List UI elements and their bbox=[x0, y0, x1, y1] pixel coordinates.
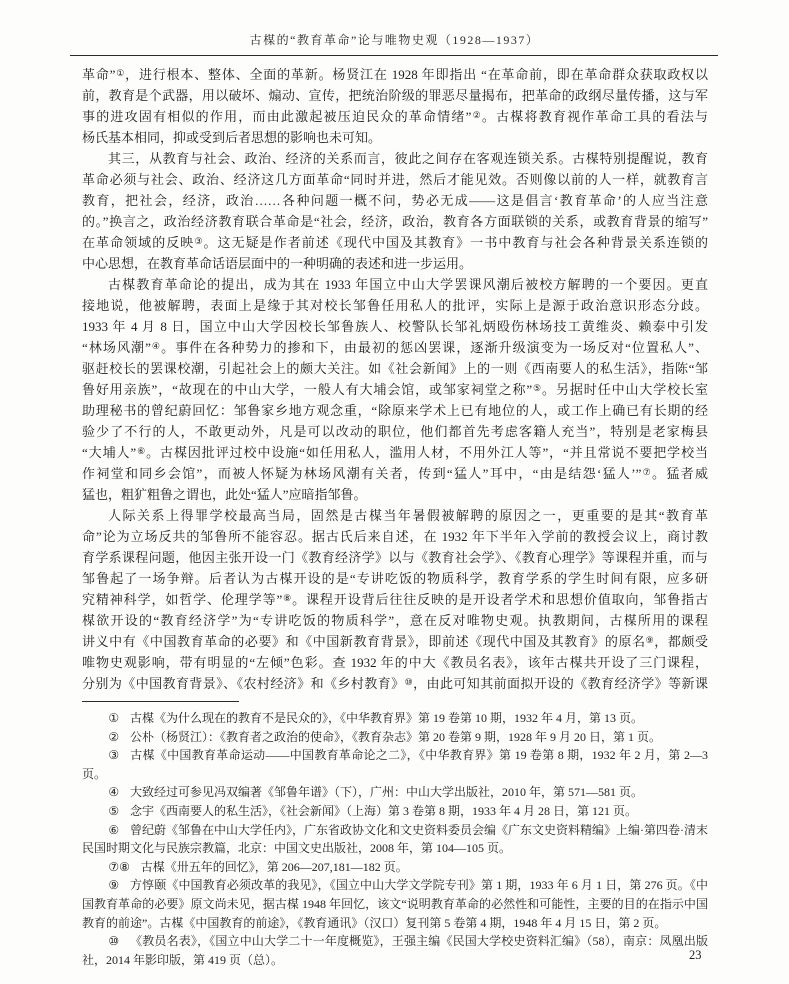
running-header-title: 古楳的“教育革命”论与唯物史观（1928—1937） bbox=[249, 33, 540, 47]
footnote-ref: ⑧ bbox=[282, 593, 293, 603]
footnote-item bbox=[82, 821, 708, 858]
footnote-ref: ⑤ bbox=[532, 383, 543, 393]
footnote-ref: ② bbox=[471, 110, 482, 120]
footnote-item bbox=[82, 783, 708, 802]
body-line: 邹鲁起了一场争辩。后者认为古楳开设的是“专讲吃饭的物质科学，教育学系的学生时间有限，应多研 bbox=[82, 571, 708, 586]
body-line: 究精神科学，如哲学、伦理学等”⑧。课程开设背后往往反映的是开设者学术和思想价值取向，邹鲁指古 bbox=[82, 592, 708, 607]
body-line: 育学系课程问题，他因主张开设一门《教育经济学》以与《教育社会学》、《教育心理学》等课程并重，而与 bbox=[82, 550, 708, 565]
body-line: 在革命领域的反映③。这无疑是作者前述《现代中国及其教育》一书中教育与社会各种背景关系连锁的 bbox=[82, 235, 708, 250]
footnote-item bbox=[82, 802, 708, 821]
footnote-ref: ⑦ bbox=[641, 467, 653, 477]
footnote-item bbox=[82, 709, 708, 728]
body-line: 助理秘书的曾纪蔚回忆：邹鲁家乡地方观念重，“除原来学术上已有地位的人，或工作上确已有长期的经 bbox=[82, 403, 708, 418]
footnote-item bbox=[82, 858, 708, 877]
body-line: 的。”换言之，政治经济教育联合革命是“社会，经济，政治，教育各方面联锁的关系，或教育背景的缩写” bbox=[82, 214, 708, 229]
footnote-ref: ③ bbox=[194, 236, 204, 246]
body-line: 事的进攻固有相似的作用，而由此激起被压迫民众的革命情绪”②。古楳将教育视作革命工具的看法与 bbox=[82, 109, 708, 124]
footnote-marker: ⑤ bbox=[108, 803, 120, 818]
body-line: 作祠堂和同乡会馆”，而被人怀疑为林场风潮有关者，传到“猛人”耳中，“由是结怨‘猛人’”⑦。猛者威 bbox=[82, 466, 708, 481]
body-line: 驱赶校长的罢课校潮，引起社会上的颇大关注。如《社会新闻》上的一则《西南要人的私生活》，指陈“邹 bbox=[82, 361, 708, 376]
footnote-text: 古楳《为什么现在的教育不是民众的》，《中华教育界》第 19 卷第 10 期，1932 年 4 月，第 13 页。 bbox=[129, 711, 643, 725]
footnote-text: 念宇《西南要人的私生活》，《社会新闻》（上海）第 3 卷第 8 期，1933 年 4 月 28 日，第 121 页。 bbox=[129, 803, 637, 818]
body-line: 接地说，他被解聘，表面上是缘于其对校长邹鲁任用私人的批评，实际上是源于政治意识形态分歧。 bbox=[82, 298, 708, 313]
footnote-ref: ⑨ bbox=[645, 635, 655, 645]
footnote-text: 古楳《中国教育革命运动——中国教育革命论之二》，《中华教育界》第 19 卷第 8 期，1932 年 2 月，第 2—3 页。 bbox=[82, 748, 708, 781]
footnote-marker: ① bbox=[108, 711, 120, 725]
body-line: 鲁好用亲族”，“故现在的中山大学，一般人有大埔会馆，或邹家祠堂之称”⑤。另据时任中山大学校长室 bbox=[82, 382, 708, 397]
body-line: 人际关系上得罪学校最高当局，固然是古楳当年暑假被解聘的原因之一，更重要的是其“教育革 bbox=[108, 508, 708, 523]
footnote-text: 曾纪蔚《邹鲁在中山大学任内》，广东省政协文化和文史资料委员会编《广东文史资料精编》上编·第四卷·清末民国时期文化与民族宗教篇，北京：中国文史出版社，2008 年，第 104—105 页。 bbox=[82, 822, 708, 856]
body-line: 革命必须与社会、政治、经济这几方面革命“同时并进，然后才能见效。否则像以前的人一样，就教育言 bbox=[82, 172, 708, 187]
footnote-marker: ④ bbox=[108, 785, 120, 800]
body-line: 分别为《中国教育背景》、《农村经济》和《乡村教育》⑩，由此可知其前面拟开设的《教育经济学》等新课 bbox=[82, 676, 708, 691]
body-line: 前，教育是个武器，用以破坏、煽动、宣传，把统治阶级的罪恶尽量揭布，把革命的政纲尽量传播，这与军 bbox=[82, 88, 708, 103]
footnote-ref: ④ bbox=[150, 341, 162, 351]
body-line: “大埔人”⑥。古楳因批评过校中设施“如任用私人，滥用人材，不用外江人等”，“并且常说不要把学校当 bbox=[82, 445, 709, 460]
footnote-ref: ⑥ bbox=[136, 446, 147, 456]
body-line: 验少了不行的人，不敢更动外，凡是可以改动的职位，他们都首先考虑客籍人充当”，特别是老家梅县 bbox=[82, 424, 708, 439]
footnote-ref: ⑩ bbox=[404, 677, 414, 687]
footnote-item bbox=[82, 746, 708, 783]
article-body bbox=[82, 64, 708, 694]
body-line: “林场风潮”④。事件在各种势力的掺和下，由最初的惩凶罢课，逐渐升级演变为一场反对“位置私人”、 bbox=[82, 340, 709, 355]
footnote-ref: ① bbox=[115, 68, 126, 78]
footnote-text: 大致经过可参见冯双编著《邹鲁年谱》（下），广州：中山大学出版社，2010 年，第 571—581 页。 bbox=[129, 785, 643, 800]
footnote-item bbox=[82, 876, 708, 932]
body-line: 命”论为立场反共的邹鲁所不能容忍。据古氏后来自述，在 1932 年下半年入学前的教授会议上，商讨教 bbox=[82, 529, 708, 544]
footnote-item bbox=[82, 932, 708, 969]
body-line: 革命”①，进行根本、整体、全面的革新。杨贤江在 1928 年即指出 “在革命前，即在革命群众获取政权以 bbox=[82, 67, 708, 82]
body-line: 1933 年 4 月 8 日，国立中山大学因校长邹鲁族人、校警队长邹礼炳殴伤林场技工黄维炎、赖泰中引发 bbox=[82, 319, 708, 334]
footnote-separator bbox=[82, 701, 239, 702]
page-number: 23 bbox=[689, 948, 702, 962]
footnote-text: 《教员名表》，《国立中山大学二十一年度概览》，王强主编《民国大学校史资料汇编》（58），南京：凤凰出版社，2014 年影印版，第 419 页（总）。 bbox=[82, 934, 708, 967]
footnotes bbox=[82, 709, 708, 969]
body-line: 其三，从教育与社会、政治、经济的关系而言，彼此之间存在客观连锁关系。古楳特别提醒说，教育 bbox=[108, 151, 708, 166]
footnote-marker: ③ bbox=[108, 748, 120, 763]
body-line: 猛也，粗犷粗鲁之谓也，此处“猛人”应暗指邹鲁。 bbox=[82, 487, 367, 502]
body-line: 讲义中有《中国教育革命的必要》和《中国新教育背景》，即前述《现代中国及其教育》的原名⑨，都颇受 bbox=[82, 634, 708, 649]
footnote-item bbox=[82, 728, 708, 747]
body-line: 教育，把社会，经济，政治……各种问题一概不问，势必无成——这是倡言‘教育革命’的人应当注意 bbox=[82, 193, 708, 208]
footnote-text: 古楳《卅五年的回忆》，第 206—207,181—182 页。 bbox=[140, 859, 408, 874]
footnote-marker: ⑦⑧ bbox=[108, 859, 130, 874]
header-rule bbox=[70, 55, 718, 56]
footnote-marker: ⑥ bbox=[108, 822, 120, 837]
body-line: 古楳教育革命论的提出，成为其在 1933 年国立中山大学罢课风潮后被校方解聘的一个要因。更直 bbox=[108, 277, 708, 292]
footnote-marker: ② bbox=[108, 729, 120, 744]
footnote-marker: ⑩ bbox=[108, 934, 120, 949]
footnote-text: 方惇颐《中国教育必须改革的我见》，《国立中山大学文学院专刊》第 1 期，1933 年 6 月 1 日，第 276 页。《中国教育革命的必要》原文尚未见，据古楳 1948 年回忆，该文“说明教育革命的必然性和可能性，主要的目的在指示中国教育的前途”。古楳《中国教育的前途》，《教育通讯》（汉口）复刊第 5 卷第 4 期，1948 年 4 月 15 日，第 2 页。 bbox=[82, 878, 708, 930]
body-line: 杨氏基本相同，抑或受到后者思想的影响也未可知。 bbox=[82, 130, 382, 145]
body-line: 唯物史观影响，带有明显的“左倾”色彩。查 1932 年的中大《教员名表》，该年古楳共开设了三门课程， bbox=[82, 655, 708, 670]
body-line: 楳欲开设的“教育经济学”为“专讲吃饭的物质科学”，意在反对唯物史观。执教期间，古楳所用的课程 bbox=[82, 613, 708, 628]
footnote-text: 公朴（杨贤江）：《教育者之政治的使命》，《教育杂志》第 20 卷第 9 期，1928 年 9 月 20 日，第 1 页。 bbox=[129, 729, 661, 744]
footnote-marker: ⑨ bbox=[108, 878, 120, 893]
body-line: 中心思想，在教育革命话语层面中的一种明确的表述和进一步运用。 bbox=[82, 256, 473, 271]
